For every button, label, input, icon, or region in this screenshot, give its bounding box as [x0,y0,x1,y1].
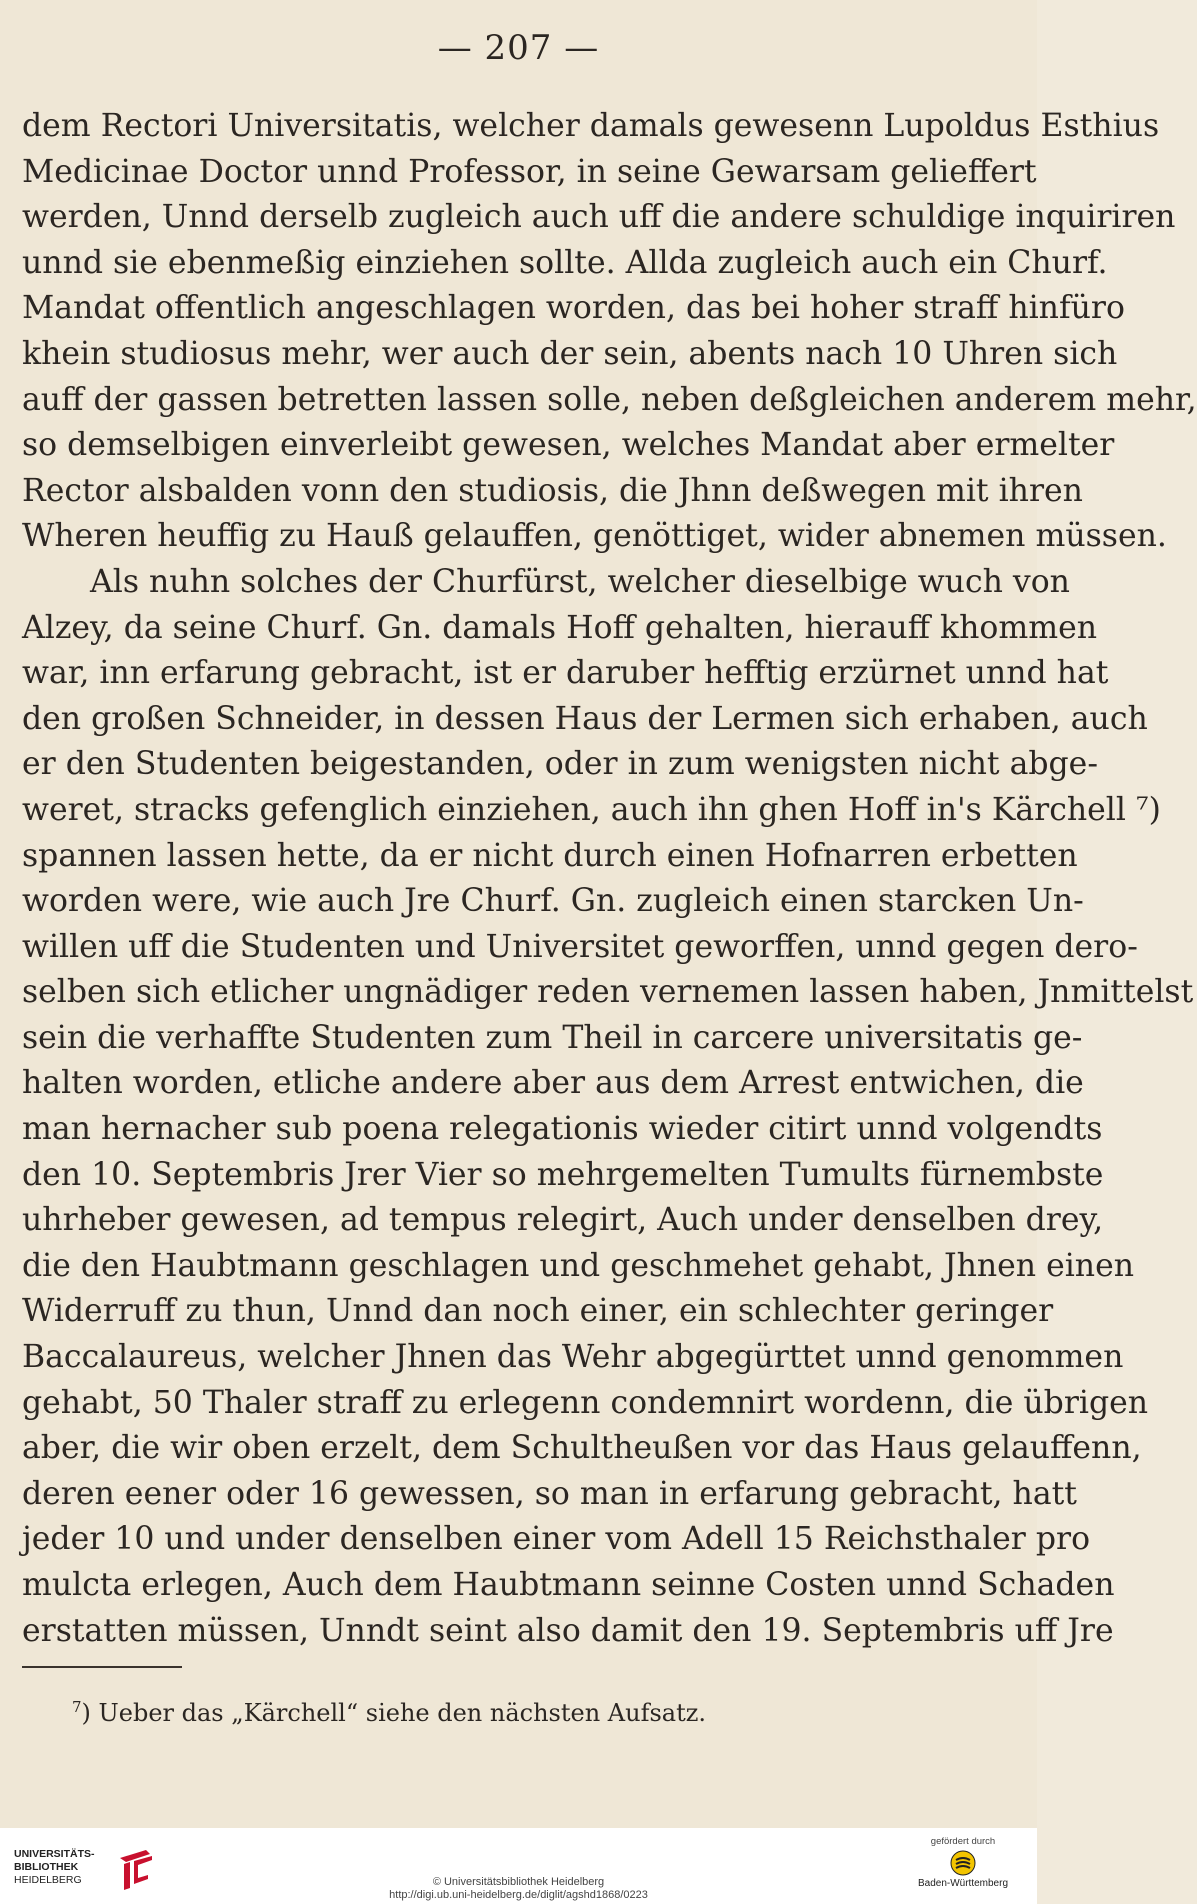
text-line: Wheren heuffig zu Hauß gelauffen, genöttiget, wider abnemen müssen. [22,518,1167,555]
text-line: mulcta erlegen, Auch dem Haubtmann seinne Costen unnd Schaden [22,1567,1115,1603]
text-line: Mandat offentlich angeschlagen worden, das bei hoher straff hinfüro [22,290,1125,327]
text-line: unnd sie ebenmeßig einziehen sollte. Allda zugleich auch ein Churf. [22,244,1108,281]
text-line: Als nuhn solches der Churfürst, welcher dieselbige wuch von [90,563,1070,600]
text-line: gehabt, 50 Thaler straff zu erlegenn condemnirt wordenn, die übrigen [22,1384,1149,1421]
footnote-text: ) Ueber das „Kärchell“ siehe den nächsten Aufsatz. [81,1699,707,1727]
library-name-line3: HEIDELBERG [14,1874,82,1886]
text-line: worden were, wie auch Jre Churf. Gn. zugleich einen starcken Un- [22,883,1084,920]
text-line: jeder 10 und under denselben einer vom Adell 15 Reichsthaler pro [22,1521,1091,1558]
text-line: sein die verhaffte Studenten zum Theil in carcere universitatis ge- [22,1019,1083,1056]
text-line: man hernacher sub poena relegationis wieder citirt unnd volgendts [22,1111,1103,1148]
copyright-text: © Universitätsbibliothek Heidelberg [432,1876,605,1888]
state-seal-icon [950,1850,976,1876]
text-line: halten worden, etliche andere aber aus dem Arrest entwichen, die [22,1065,1084,1102]
text-line: so demselbigen einverleibt gewesen, welches Mandat aber ermelter [22,427,1115,464]
library-name-line2: BIBLIOTHEK [14,1861,79,1873]
text-line: werden, Unnd derselb zugleich auch uff die andere schuldige inquiriren [22,199,1176,236]
library-name-line1: UNIVERSITÄTS- [14,1848,95,1860]
text-line: den großen Schneider, in dessen Haus der Lermen sich erhaben, auch [22,700,1148,737]
text-line: willen uff die Studenten und Universitet geworffen, unnd gegen dero- [22,928,1138,965]
footnote-divider [22,1666,182,1668]
text-line: Alzey, da seine Churf. Gn. damals Hoff gehalten, hierauff khommen [22,609,1098,646]
text-line: khein studiosus mehr, wer auch der sein, abents nach 10 Uhren sich [22,335,1118,372]
text-line: selben sich etlicher ungnädiger reden vernemen lassen haben, Jnmittelst [22,974,1194,1011]
text-line: dem Rectori Universitatis, welcher damals gewesenn Lupoldus Esthius [22,108,1160,144]
text-line: Baccalaureus, welcher Jhnen das Wehr abgegürttet unnd genommen [22,1339,1124,1376]
funding-badge [903,1836,1023,1889]
text-line: Medicinae Doctor unnd Professor, in seine Gewarsam gelieffert [22,153,1037,190]
text-line: Widerruff zu thun, Unnd dan noch einer, ein schlechter geringer [22,1293,1054,1330]
text-line: er den Studenten beigestanden, oder in zum wenigsten nicht abge- [22,746,1098,783]
text-line: die den Haubtmann geschlagen und geschmehet gehabt, Jhnen einen [22,1247,1135,1284]
funded-by-label: gefördert durch [930,1836,996,1847]
text-line: war, inn erfarung gebracht, ist er daruber hefftig erzürnet unnd hat [22,655,1109,692]
text-line: den 10. Septembris Jrer Vier so mehrgemelten Tumults fürnembste [22,1156,1104,1193]
text-line: aber, die wir oben erzelt, dem Schultheußen vor das Haus gelauffenn, [22,1430,1142,1467]
body-text [22,104,1197,1654]
page-number: — 207 — [437,28,600,68]
footnote-marker: 7 [72,1698,82,1716]
text-line: uhrheber gewesen, ad tempus relegirt, Auch under denselben drey, [22,1202,1104,1239]
text-line: Rector alsbalden vonn den studiosis, die Jhnn deßwegen mit ihren [22,472,1083,509]
permalink[interactable]: http://digi.ub.uni-heidelberg.de/diglit/agshd1868/0223 [389,1889,648,1901]
text-line: auff der gassen betretten lassen solle, neben deßgleichen anderem mehr, [22,381,1197,418]
footnote [72,1698,706,1727]
text-line: weret, stracks gefenglich einziehen, auch ihn ghen Hoff in's Kärchell ⁷) [22,791,1161,828]
text-line: erstatten müssen, Unndt seint also damit den 19. Septembris uff Jre [22,1612,1114,1649]
footer-bar [0,1828,1037,1904]
text-line: deren eener oder 16 gewessen, so man in erfarung gebracht, hatt [22,1475,1077,1512]
state-name: Baden-Württemberg [917,1878,1009,1889]
text-line: spannen lassen hette, da er nicht durch einen Hofnarren erbetten [22,837,1078,874]
